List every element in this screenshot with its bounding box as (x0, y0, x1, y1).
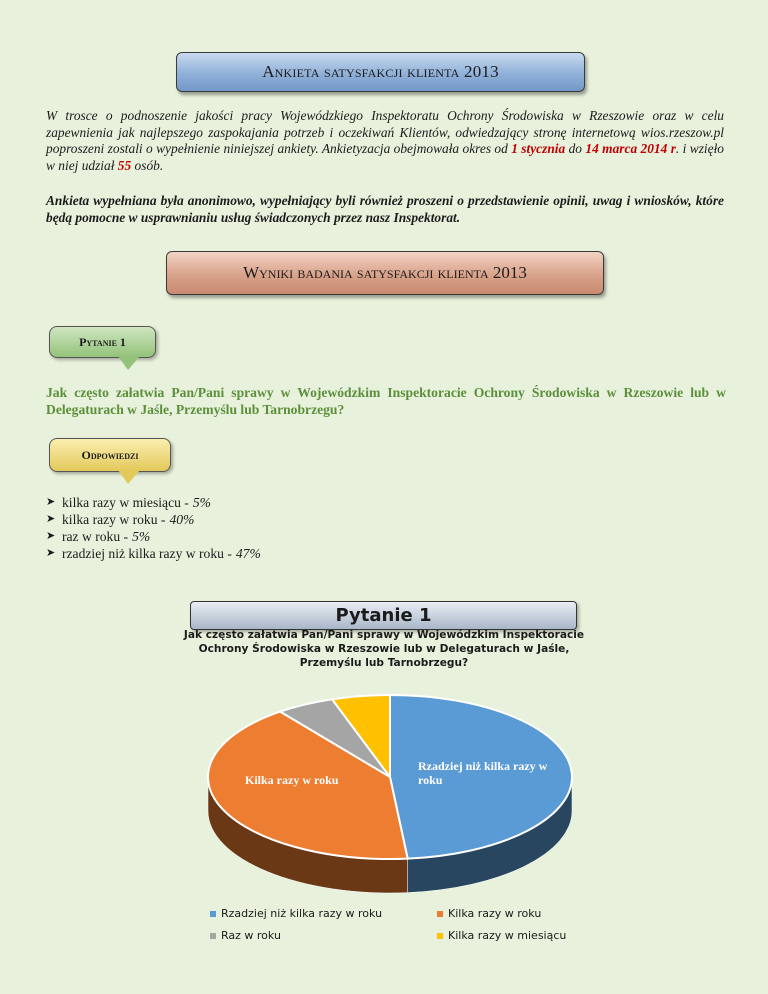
intro-text: . i wzięło w niej udział (46, 141, 724, 173)
legend-item (437, 929, 566, 942)
legend-swatch (210, 911, 216, 917)
participants-count: 55 (117, 157, 132, 173)
legend-label: Kilka razy w miesiącu (448, 929, 567, 942)
question-label: Pytanie 1 (79, 334, 126, 349)
arrow-bullet-icon: ➤ (46, 530, 56, 542)
question-text: Jak często załatwia Pan/Pani sprawy w Wojewódzkim Inspektoracie Ochrony Środowiska w Rzeszowie lub w Delegaturach w Jaśle, Przemyślu lub Tarnobrzegu? (46, 385, 726, 417)
answer-percent: 5% (192, 495, 211, 510)
intro-text: do (565, 141, 586, 156)
answer-text: kilka razy w roku - (62, 512, 166, 527)
legend-label: Raz w roku (221, 929, 281, 942)
intro-text: W trosce o podnoszenie jakości pracy Wojewódzkiego Inspektoratu Ochrony Środowiska w Rzeszowie oraz w celu zapewnienia jak najlepszego zaspokajania potrzeb i oczekiwań Klientów, odwiedzający stronę internetową wios.rzeszow.pl poproszeni zostali o wypełnienie niniejszej ankiety. Ankietyzacja obejmowała okres od (46, 108, 724, 156)
legend-swatch (437, 911, 443, 917)
answer-percent: 47% (235, 546, 261, 561)
arrow-bullet-icon: ➤ (46, 513, 56, 525)
date-from: 1 stycznia (511, 141, 566, 156)
page-title: Ankieta satysfakcji klienta 2013 (262, 62, 499, 81)
answers-label: Odpowiedzi (81, 447, 139, 462)
answer-percent: 5% (132, 529, 151, 544)
legend-item (210, 907, 382, 920)
pie-slice-label: Kilka razy w roku (245, 773, 339, 787)
intro-text: osób. (131, 157, 164, 173)
answer-percent: 40% (169, 512, 195, 527)
date-to: 14 marca 2014 r (585, 141, 676, 156)
arrow-bullet-icon: ➤ (46, 547, 56, 559)
legend-label: Kilka razy w roku (448, 907, 542, 920)
legend-item (437, 907, 541, 920)
legend-item (210, 929, 281, 942)
results-title: Wyniki badania satysfakcji klienta 2013 (243, 263, 527, 282)
legend-label: Rzadziej niż kilka razy w roku (221, 907, 383, 920)
legend-swatch (437, 933, 443, 939)
pie-slice-label: Rzadziej niż kilka razy w roku (418, 759, 548, 787)
legend-swatch (210, 933, 216, 939)
answer-text: rzadziej niż kilka razy w roku - (62, 546, 232, 561)
chart-title: Pytanie 1 (335, 605, 432, 626)
answer-text: raz w roku - (62, 529, 129, 544)
intro-anonymous-paragraph: Ankieta wypełniana była anonimowo, wypełniający byli również proszeni o przedstawienie opinii, uwag i wniosków, które będą pomocne w usprawnianiu usług świadczonych przez nasz Inspektorat. (46, 193, 724, 225)
chart-subtitle: Jak często załatwia Pan/Pani sprawy w Wojewódzkim Inspektoracie Ochrony Środowiska w Rzeszowie lub w Delegaturach w Jaśle, Przemyślu lub Tarnobrzegu? (183, 629, 585, 669)
answer-text: kilka razy w miesiącu - (62, 495, 189, 510)
arrow-bullet-icon: ➤ (46, 496, 56, 508)
